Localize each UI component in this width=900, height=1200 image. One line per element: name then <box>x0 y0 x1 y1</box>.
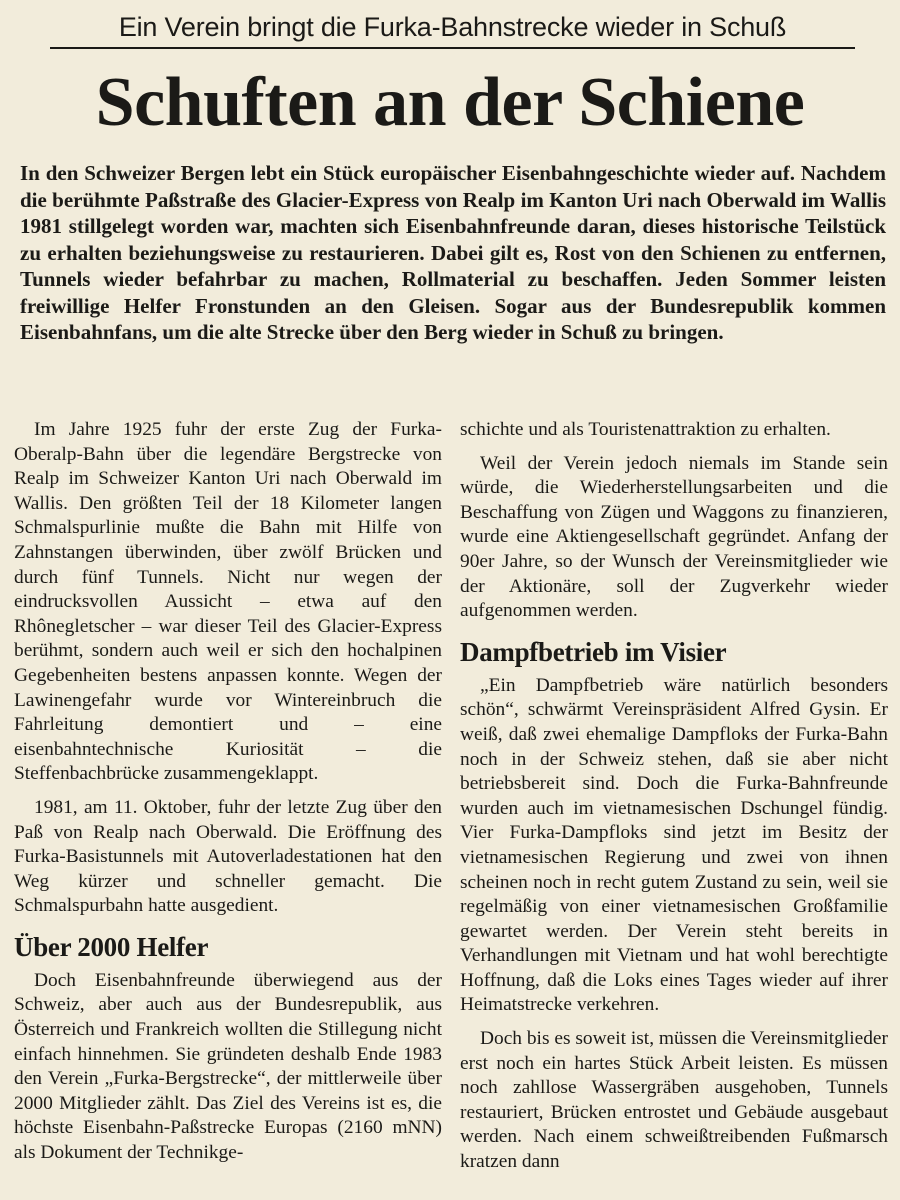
article-kicker: Ein Verein bringt die Furka-Bahnstrecke wieder in Schuß <box>50 10 855 49</box>
right-column <box>460 418 888 1198</box>
body-paragraph: Im Jahre 1925 fuhr der erste Zug der Furka-Oberalp-Bahn über die legendäre Bergstrecke von Realp im Schweizer Kanton Uri nach Oberwald im Wallis. Den größten Teil der 18 Kilometer langen Schmalspurlinie mußte die Bahn mit Hilfe von Zahnstangen überwinden, über zwölf Brücken und durch fünf Tunnels. Nicht nur wegen der eindrucksvollen Aussicht – etwa auf den Rhônegletscher – war dieser Teil des Glacier-Express berühmt, sondern auch weil er sich den hochalpinen Gegebenheiten bestens anpassen konnte. Wegen der Lawinengefahr wurde vor Wintereinbruch die Fahrleitung demontiert und – eine eisenbahntechnische Kuriosität – die Steffenbachbrücke zusammengeklappt. <box>14 419 442 785</box>
article-lead: In den Schweizer Bergen lebt ein Stück europäischer Eisenbahngeschichte wieder auf. Nachdem die berühmte Paßstraße des Glacier-Express von Realp im Kanton Uri nach Oberwald im Wallis 1981 stillgelegt worden war, machten sich Eisenbahnfreunde daran, dieses historische Teilstück zu erhalten beziehungsweise zu restaurieren. Dabei gilt es, Rost von den Schienen zu entfernen, Tunnels wieder befahrbar zu machen, Rollmaterial zu beschaffen. Jeden Sommer leisten freiwillige Helfer Fronstunden an den Gleisen. Sogar aus der Bundesrepublik kommen Eisenbahnfans, um die alte Strecke über den Berg wieder in Schuß zu bringen. <box>20 161 886 344</box>
body-paragraph: Weil der Verein jedoch niemals im Stande sein würde, die Wiederherstellungsarbeiten und die Beschaffung von Zügen und Waggons zu finanzieren, wurde eine Aktiengesellschaft gegründet. Anfang der 90er Jahre, so der Wunsch der Vereinsmitglieder wie der Aktionäre, soll der Zugverkehr wieder aufgenommen werden. <box>460 452 888 622</box>
body-paragraph: 1981, am 11. Oktober, fuhr der letzte Zug über den Paß von Realp nach Oberwald. Die Eröffnung des Furka-Basistunnels mit Autoverladestationen hat den Weg kürzer und schneller gemacht. Die Schmalspurbahn hatte ausgedient. <box>14 796 442 917</box>
left-column <box>14 418 442 1198</box>
body-paragraph: schichte und als Touristenattraktion zu erhalten. <box>460 419 831 440</box>
subheading: Über 2000 Helfer <box>14 931 209 962</box>
body-paragraph: Doch bis es soweit ist, müssen die Vereinsmitglieder erst noch ein hartes Stück Arbeit leisten. Es müssen noch zahllose Wassergräben ausgehoben, Tunnels restauriert, Brücken entrostet und Gebäude ausgebaut werden. Nach einem schweißtreibenden Fußmarsch kratzen dann <box>460 1028 888 1173</box>
body-paragraph: Doch Eisenbahnfreunde überwiegend aus der Schweiz, aber auch aus der Bundesrepublik, aus Österreich und Frankreich wollten die Stillegung nicht einfach hinnehmen. Sie gründeten deshalb Ende 1983 den Verein „Furka-Bergstrecke“, der mittlerweile über 2000 Mitglieder zählt. Das Ziel des Vereins ist es, die höchste Eisenbahn-Paßstrecke Europas (2160 mNN) als Dokument der Technikge- <box>14 969 442 1164</box>
article-headline: Schuften an der Schiene <box>95 64 805 141</box>
body-paragraph: „Ein Dampfbetrieb wäre natürlich besonders schön“, schwärmt Vereinspräsident Alfred Gysin. Er weiß, daß zwei ehemalige Dampfloks der Furka-Bahn noch in der Schweiz stehen, daß sie aber nicht betriebsbereit sind. Doch die Furka-Bahnfreunde wurden auch im vietnamesischen Dschungel fündig. Vier Furka-Dampfloks sind jetzt im Besitz der vietnamesischen Regierung und zwei von ihnen scheinen noch in recht gutem Zustand zu sein, weil sie regelmäßig von einer vietnamesischen Großfamilie gewartet werden. Der Verein steht bereits in Verhandlungen mit Vietnam und hat wohl berechtigte Hoffnung, daß die Loks eines Tages wieder auf ihrer Heimatstrecke verkehren. <box>460 674 888 1016</box>
subheading: Dampfbetrieb im Visier <box>460 636 727 667</box>
